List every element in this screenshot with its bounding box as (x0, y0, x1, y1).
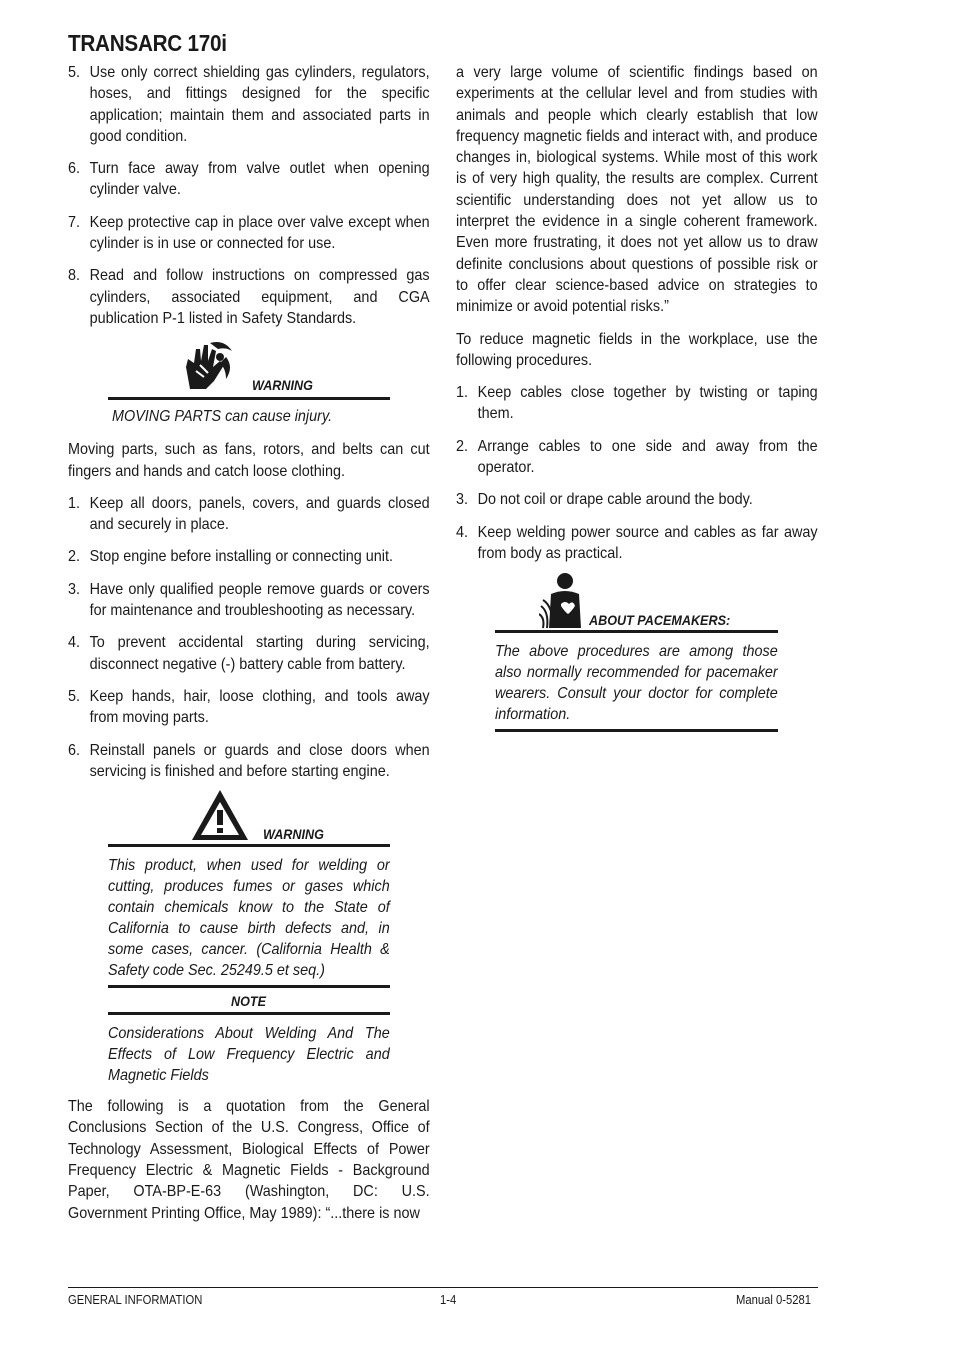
left-column (68, 62, 430, 1235)
list-item: 3. Do not coil or drape cable around the body. (456, 491, 753, 509)
moving-parts-intro: Moving parts, such as fans, rotors, and belts can cut fingers and hands and catch loose clothing. (68, 441, 430, 480)
pacemaker-notice (495, 572, 778, 732)
reduce-fields-intro: To reduce magnetic fields in the workplace, use the following procedures. (456, 330, 818, 369)
moving-parts-warning (108, 337, 390, 427)
warning-triangle-icon (190, 788, 250, 842)
pacemaker-label: ABOUT PACEMAKERS: (589, 612, 731, 629)
gas-cylinder-list (68, 62, 430, 329)
list-item: 5. Use only correct shielding gas cylinders, regulators, hoses, and fittings designed for the specific application; maintain them and associated parts in good condition. (68, 64, 430, 145)
pacemaker-text: The above procedures are among those also normally recommended for pacemaker wearers. Consult your doctor for complete information. (495, 643, 778, 724)
warning-label: WARNING (252, 377, 313, 394)
california-warning (108, 788, 390, 1086)
footer-section: GENERAL INFORMATION (68, 1293, 203, 1307)
document-title: TRANSARC 170i (68, 30, 227, 56)
quotation-start: The following is a quotation from the General Conclusions Section of the U.S. Congress, Office of Technology Assessment, Biological Effects of Power Frequency Electric & Magnetic Fields - Background Paper, OTA-BP-E-63 (Washington, DC: U.S. Government Printing Office, May 1989): “...there is now (68, 1098, 430, 1222)
warning-text: MOVING PARTS can cause injury. (112, 408, 333, 426)
list-item: 1. Keep cables close together by twisting or taping them. (456, 384, 818, 423)
list-item: 4. To prevent accidental starting during servicing, disconnect negative (-) battery cable from battery. (68, 634, 430, 673)
right-column (456, 62, 818, 732)
footer-manual-number: Manual 0-5281 (736, 1293, 812, 1307)
warning-label: WARNING (263, 826, 324, 843)
list-item: 2. Stop engine before installing or connecting unit. (68, 548, 394, 566)
list-item: 7. Keep protective cap in place over valve except when cylinder is in use or connected for use. (68, 213, 430, 253)
list-item: 5. Keep hands, hair, loose clothing, and tools away from moving parts. (68, 687, 430, 727)
list-item: 4. Keep welding power source and cables as far away from body as practical. (456, 523, 818, 562)
note-label: NOTE (231, 993, 267, 1010)
list-item: 1. Keep all doors, panels, covers, and guards closed and securely in place. (68, 494, 430, 534)
list-item: 8. Read and follow instructions on compressed gas cylinders, associated equipment, and CGA publication P-1 listed in Safety Standards. (68, 267, 430, 327)
reduce-fields-list (456, 382, 818, 564)
warning-text: This product, when used for welding or cutting, produces fumes or gases which contain chemicals know to the State of California to cause birth defects and, in some cases, cancer. (California Health & Safety code Sec. 25249.5 et seq.) (108, 857, 390, 980)
list-item: 2. Arrange cables to one side and away from the operator. (456, 437, 818, 477)
pacemaker-icon (539, 572, 585, 630)
footer-divider (68, 1287, 818, 1288)
list-item: 6. Turn face away from valve outlet when opening cylinder valve. (68, 160, 430, 199)
footer-page-number: 1-4 (440, 1293, 457, 1307)
moving-parts-list (68, 493, 430, 782)
quotation-continued: a very large volume of scientific findings based on experiments at the cellular level and from studies with animals and people which clearly establish that low frequency magnetic fields and interact with, and produce changes in, biological systems. While most of this work is of very high quality, the results are complex. Current scientific understanding does not yet allow us to interpret the evidence in a single coherent framework. Even more frustrating, it does not yet allow us to draw definite conclusions about questions of possible risk or to offer clear science-based advice on strategies to minimize or avoid potential risks.” (456, 64, 818, 316)
list-item: 3. Have only qualified people remove guards or covers for maintenance and troubleshooting as necessary. (68, 580, 430, 620)
note-text: Considerations About Welding And The Effects of Low Frequency Electric and Magnetic Fields (108, 1025, 390, 1085)
hand-fan-icon (180, 337, 236, 391)
list-item: 6. Reinstall panels or guards and close doors when servicing is finished and before starting engine. (68, 741, 430, 780)
